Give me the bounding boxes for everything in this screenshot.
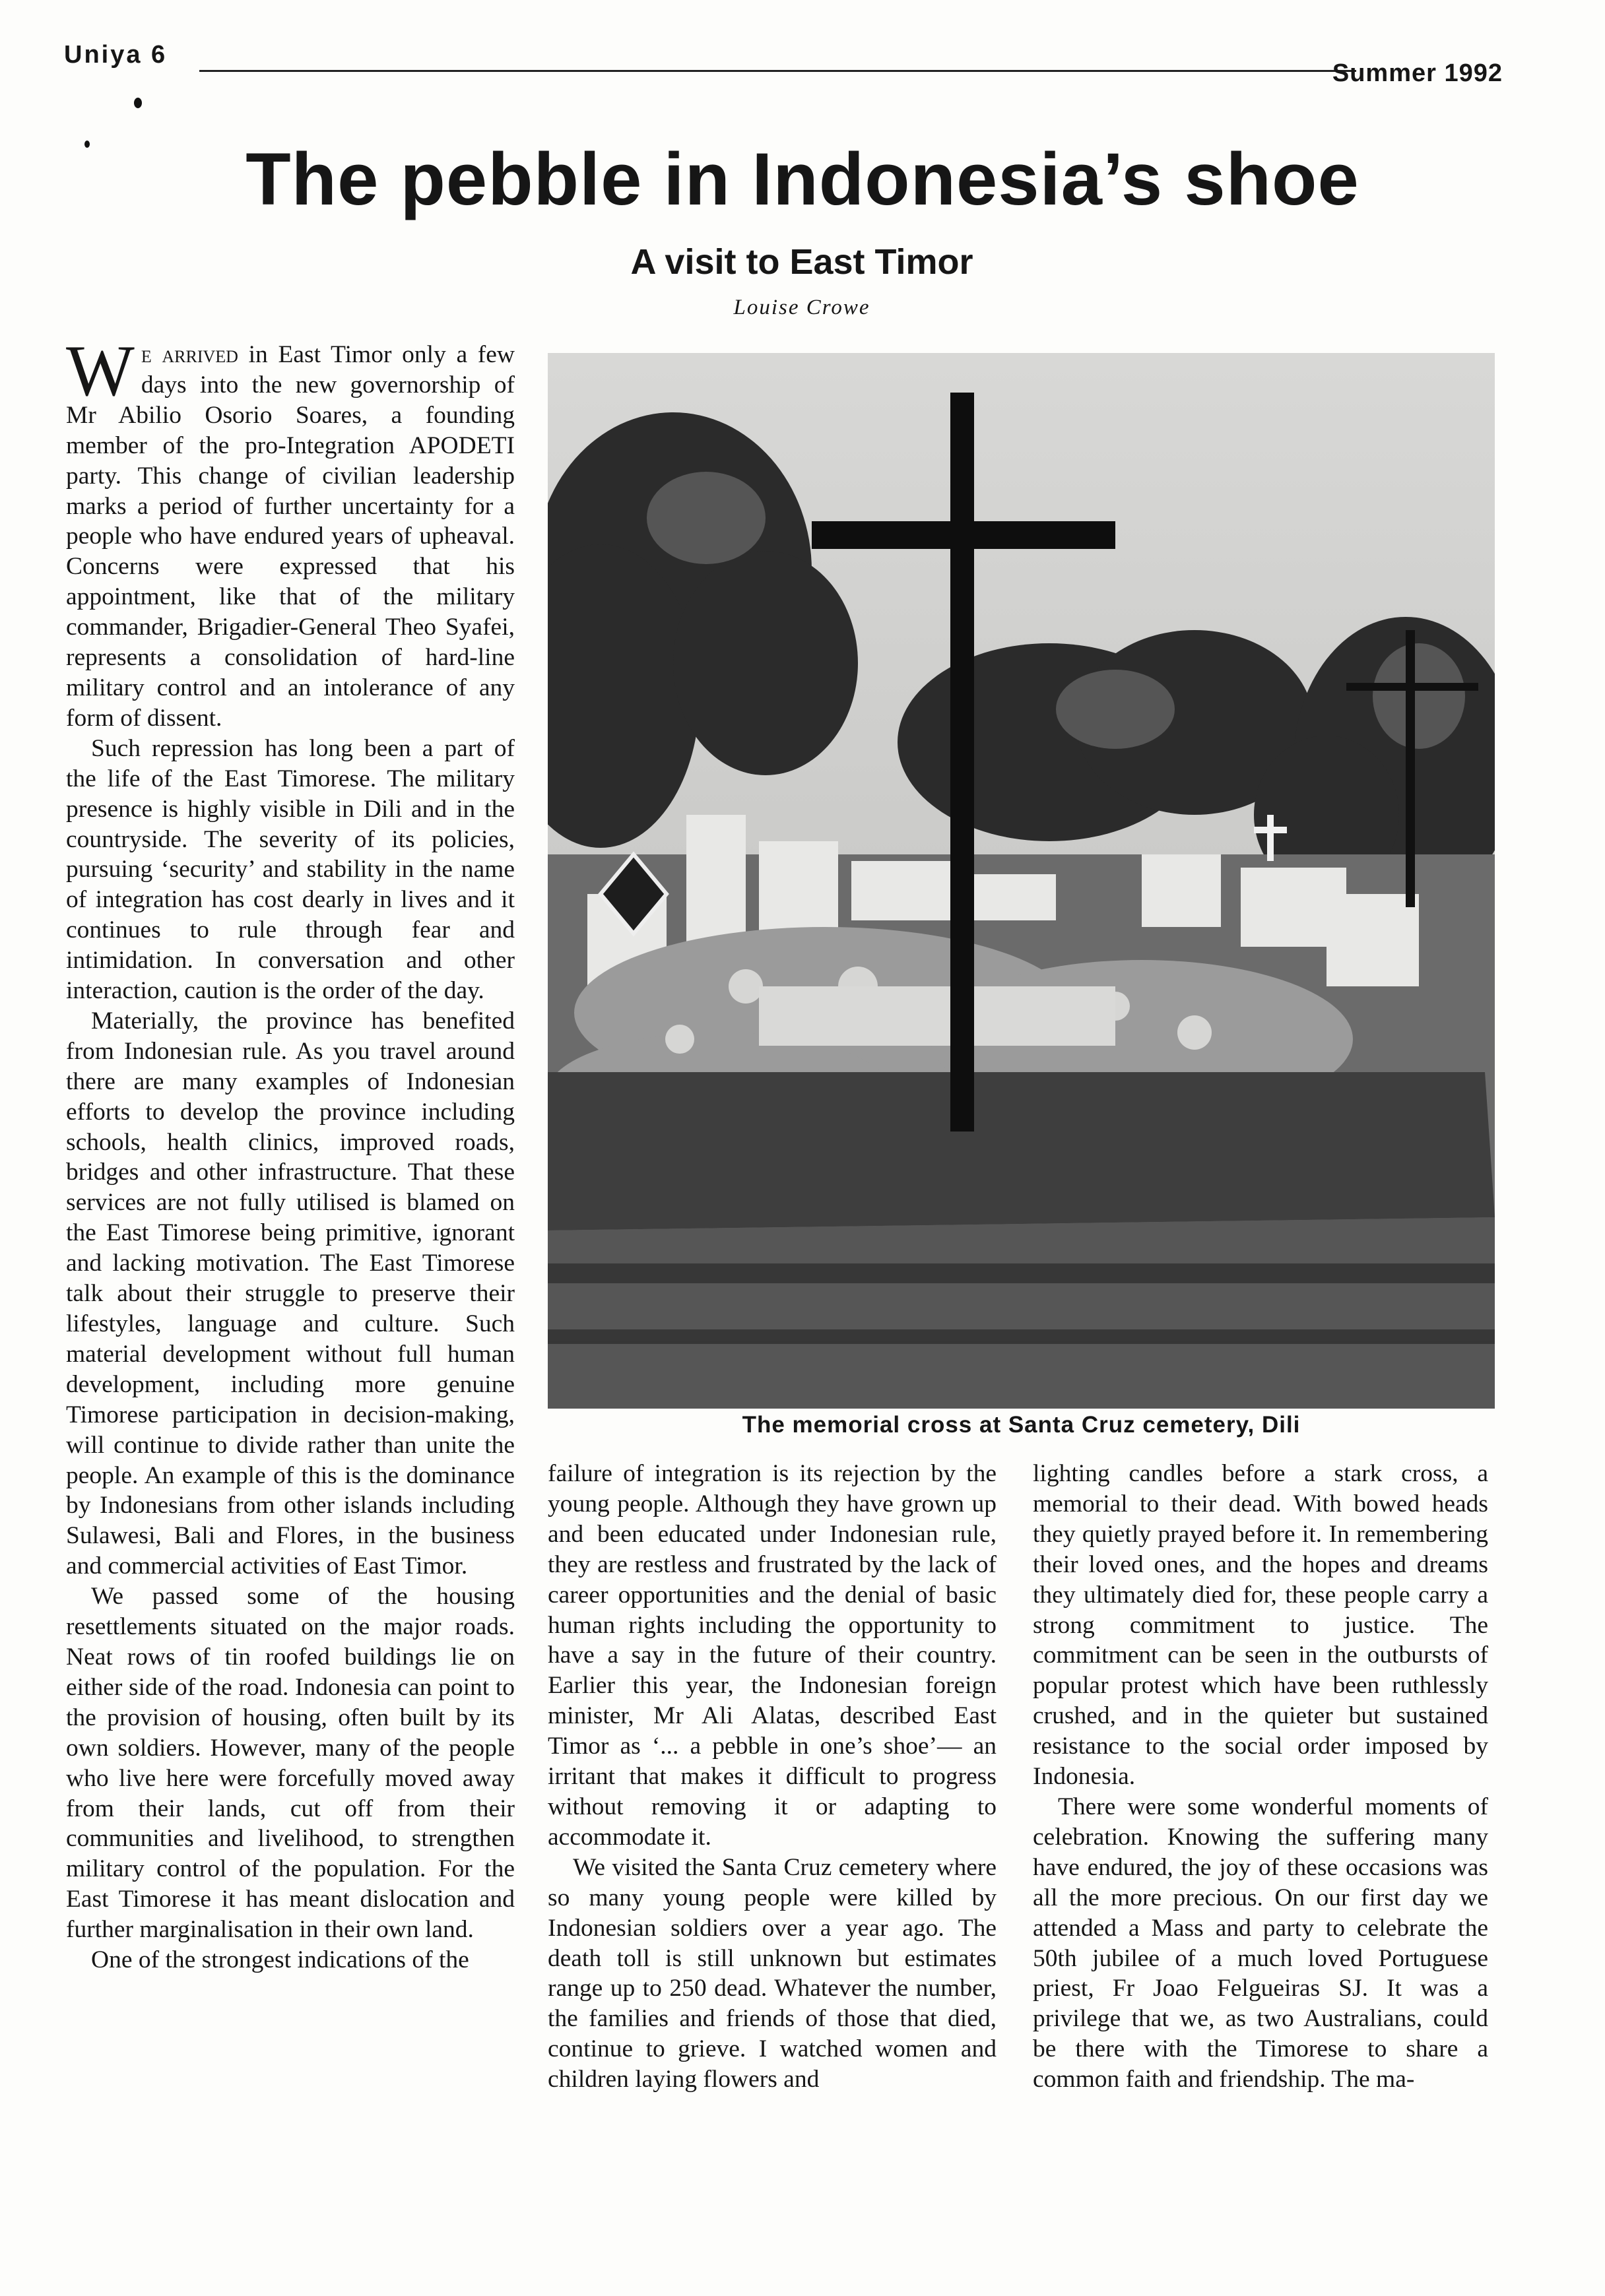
paragraph: lighting candles before a stark cross, a memorial to their dead. With bowed heads they quietly prayed before it. In remembering their loved ones, and the hopes and dreams they ultimately died for, these people carry a strong commitment to justice. The commitment can be seen in the outbursts of popular protest which have been ruthlessly crushed, and in the quieter but sustained resistance to the social order imposed by Indonesia. bbox=[1033, 1460, 1488, 1791]
drop-cap: W bbox=[66, 331, 135, 411]
paragraph bbox=[66, 331, 515, 734]
running-header bbox=[64, 41, 1503, 94]
page-number: 6 bbox=[151, 41, 168, 69]
paragraph: failure of integration is its rejection by the young people. Although they have grown up and been educated under Indonesian rule, they are restless and frustrated by the lack of career opportunities and the denial of basic human rights including the opportunity to have a say in the future of their country. Earlier this year, the Indonesian foreign minister, Mr Ali Alatas, described East Timor as ‘... a pebble in one’s shoe’— an irritant that makes it difficult to progress without removing it or adapting to accommodate it. bbox=[548, 1460, 997, 1851]
photo-caption: The memorial cross at Santa Cruz cemetery, Dili bbox=[742, 1412, 1301, 1438]
article-column-2 bbox=[548, 1459, 997, 2095]
article-title: The pebble in Indonesia’s shoe bbox=[246, 138, 1359, 220]
paragraph-text: in East Timor only a few days into the new governorship of Mr Abilio Osorio Soares, a founding member of the pro-Integration APODETI party. This change of civilian leadership marks a period of further uncertainty for a people who have endured years of upheaval. Concerns were expressed that his appointment, like that of the military commander, Brigadier-General Theo Syafei, represents a consolidation of hard-line military control and an intolerance of any form of dissent. bbox=[66, 341, 515, 732]
publication-name: Uniya bbox=[64, 41, 143, 69]
article-column-1 bbox=[66, 331, 515, 1975]
author-byline: Louise Crowe bbox=[733, 296, 870, 319]
article-subtitle: A visit to East Timor bbox=[630, 242, 973, 282]
paragraph: Such repression has long been a part of the life of the East Timorese. The military presence is highly visible in Dili and in the countryside. The severity of its policies, pursuing ‘security’ and stability in the name of integration has cost dearly in lives and it continues to rule through fear and intimidation. In conversation and other interaction, caution is the order of the day. bbox=[66, 734, 515, 1005]
paragraph: We visited the Santa Cruz cemetery where so many young people were killed by Indonesian soldiers over a year ago. The death toll is still unknown but estimates range up to 250 dead. Whatever the number, the families and friends of those that died, continue to grieve. I watched women and children laying flowers and bbox=[548, 1853, 997, 2093]
paragraph: We passed some of the housing resettlements situated on the major roads. Neat rows of tin roofed buildings lie on either side of the road. Indonesia can point to the provision of housing, often built by its own soldiers. However, many of the people who live here were forcefully moved away from their lands, cut off from their communities and livelihood, to strengthen military control of the population. For the East Timorese it has meant dislocation and further marginalisation in their own land. bbox=[66, 1583, 515, 1944]
cemetery-photo-illustration bbox=[548, 353, 1495, 1409]
lead-in: e arrived bbox=[141, 341, 238, 368]
paragraph: There were some wonderful moments of celebration. Knowing the suffering many have endured, the joy of these occasions was all the more precious. On our first day we attended a Mass and party to celebrate the 50th jubilee of a much loved Portuguese priest, Fr Joao Felgueiras SJ. It was a privilege that we, as two Australians, could be there with the Timorese to share a common faith and friendship. The ma- bbox=[1033, 1793, 1488, 2093]
cemetery-photo bbox=[548, 353, 1495, 1409]
print-speck bbox=[134, 98, 142, 108]
article-column-3 bbox=[1033, 1459, 1488, 2095]
header-rule bbox=[199, 70, 1356, 72]
issue-date: Summer 1992 bbox=[1332, 59, 1503, 87]
paragraph: Materially, the province has benefited from Indonesian rule. As you travel around there are many examples of Indonesian efforts to develop the province including schools, health clinics, improved roads, bridges and other infrastructure. That these services are not fully utilised is blamed on the East Timorese being primitive, ignorant and lacking motivation. The East Timorese talk about their struggle to preserve their lifestyles, language and culture. Such material development without full human development, including more genuine Timorese participation in decision-making, will continue to divide rather than unite the people. An example of this is the dominance by Indonesians from other islands including Sulawesi, Bali and Flores, in the business and commercial activities of East Timor. bbox=[66, 1007, 515, 1580]
header-publication-page bbox=[64, 41, 167, 69]
paragraph: One of the strongest indications of the bbox=[91, 1946, 469, 1974]
